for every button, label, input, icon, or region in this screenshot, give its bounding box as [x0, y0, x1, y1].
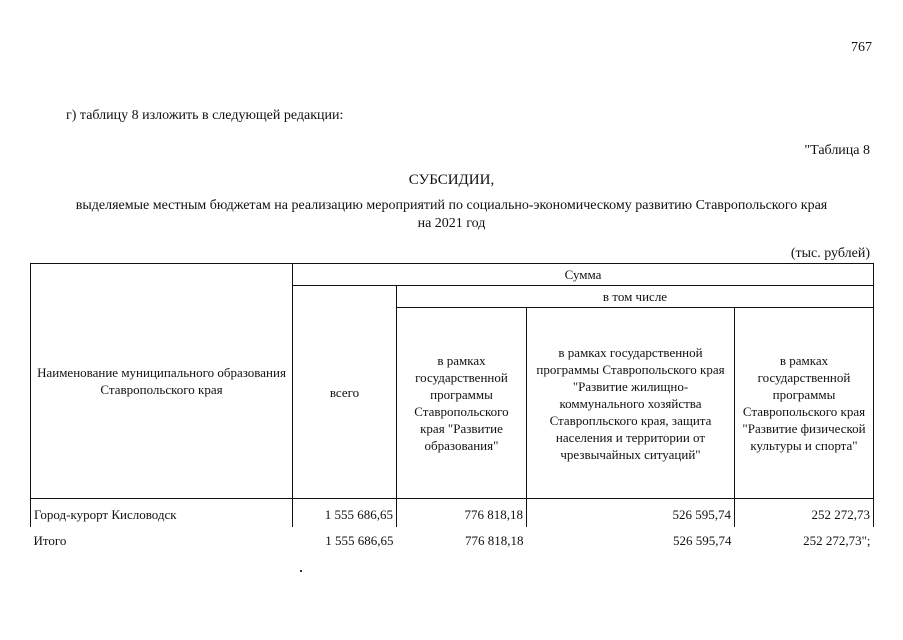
subtitle-line-1: выделяемые местным бюджетам на реализацию мероприятий по социально-экономическому развитию Ставропольского края — [75, 198, 828, 213]
subsidies-table — [30, 263, 874, 553]
row-sport: 252 272,73 — [735, 499, 874, 528]
row-total: 1 555 686,65 — [325, 532, 394, 548]
row-housing: 526 595,74 — [673, 532, 732, 548]
row-education: 776 818,18 — [465, 532, 524, 548]
unit-label: (тыс. рублей) — [790, 246, 870, 261]
row-name: Город-курорт Кисловодск — [31, 499, 293, 528]
row-total: 1 555 686,65 — [293, 499, 397, 528]
page-number: 767 — [851, 40, 872, 55]
row-housing: 526 595,74 — [527, 499, 735, 528]
header-housing-col: в рамках государственной программы Ставропольского края "Развитие жилищно-коммунального хозяйства Ставропльского края, защита населения и территории от чрезвычайных ситуаций" — [527, 308, 735, 499]
table-label: "Таблица 8 — [804, 143, 870, 158]
header-including: в том числе — [397, 286, 874, 308]
header-name-col: Наименование муниципального образования Ставропольского края — [31, 264, 293, 499]
scan-speck — [300, 570, 302, 572]
document-title: СУБСИДИИ, — [408, 172, 495, 188]
row-name: Итого — [33, 532, 67, 548]
header-sport-col: в рамках государственной программы Ставропольского края "Развитие физической культуры и спорта" — [735, 308, 874, 499]
row-sport: 252 272,73"; — [803, 532, 871, 548]
header-education-col: в рамках государственной программы Ставропольского края "Развитие образования" — [397, 308, 527, 499]
document-subtitle — [30, 197, 873, 233]
row-education: 776 818,18 — [397, 499, 527, 528]
table-row — [31, 499, 874, 528]
header-sum: Сумма — [293, 264, 874, 286]
intro-text: г) таблицу 8 изложить в следующей редакции: — [66, 108, 344, 123]
subtitle-line-2: на 2021 год — [417, 216, 486, 231]
table-row-total — [31, 527, 874, 553]
header-total-col: всего — [293, 286, 397, 499]
